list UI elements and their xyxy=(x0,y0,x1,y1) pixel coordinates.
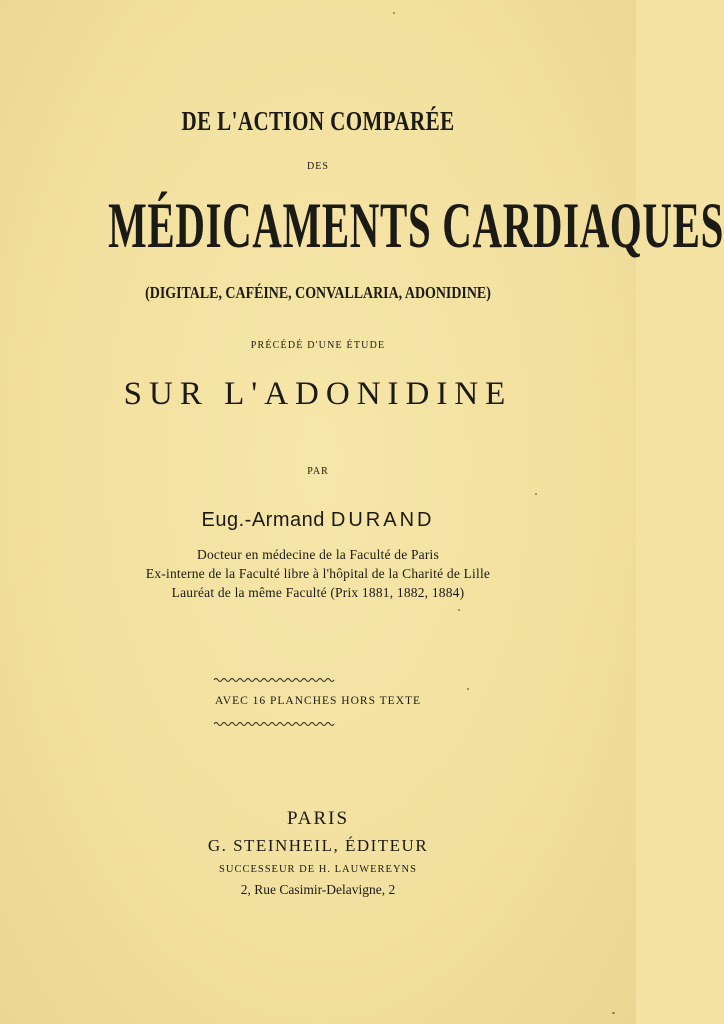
secondary-title: SUR L'ADONIDINE xyxy=(123,376,513,412)
wavy-rule-top xyxy=(0,676,636,684)
title-connector: DES xyxy=(307,161,329,172)
title-line-1: DE L'ACTION COMPARÉE xyxy=(181,106,455,136)
by-label: PAR xyxy=(307,466,329,477)
imprint-successor: SUCCESSEUR DE H. LAUWEREYNS xyxy=(219,864,417,875)
author-name xyxy=(0,509,636,532)
paper-speck xyxy=(612,1012,615,1014)
wavy-rule-bottom xyxy=(0,720,636,728)
author-surname: DURAND xyxy=(330,509,435,531)
subtitle: (DIGITALE, CAFÉINE, CONVALLARIA, ADONIDINE) xyxy=(145,283,491,302)
credential-line: Docteur en médecine de la Faculté de Paris xyxy=(197,547,439,562)
plates-note: AVEC 16 PLANCHES HORS TEXTE xyxy=(214,695,422,707)
paper-speck xyxy=(535,493,537,495)
imprint-city: PARIS xyxy=(286,808,350,829)
credential-line: Lauréat de la même Faculté (Prix 1881, 1882, 1884) xyxy=(171,585,465,600)
imprint-publisher: G. STEINHEIL, ÉDITEUR xyxy=(207,836,429,855)
paper-speck xyxy=(467,688,469,690)
paper-speck xyxy=(393,12,395,14)
imprint-address: 2, Rue Casimir-Delavigne, 2 xyxy=(240,882,396,897)
credential-line: Ex-interne de la Faculté libre à l'hôpital de la Charité de Lille xyxy=(145,566,491,581)
paper-speck xyxy=(458,609,460,611)
author-first-name: Eug.-Armand xyxy=(201,509,325,531)
main-title: MÉDICAMENTS CARDIAQUES xyxy=(108,190,724,262)
preceded-note: PRÉCÉDÉ D'UNE ÉTUDE xyxy=(250,340,386,351)
